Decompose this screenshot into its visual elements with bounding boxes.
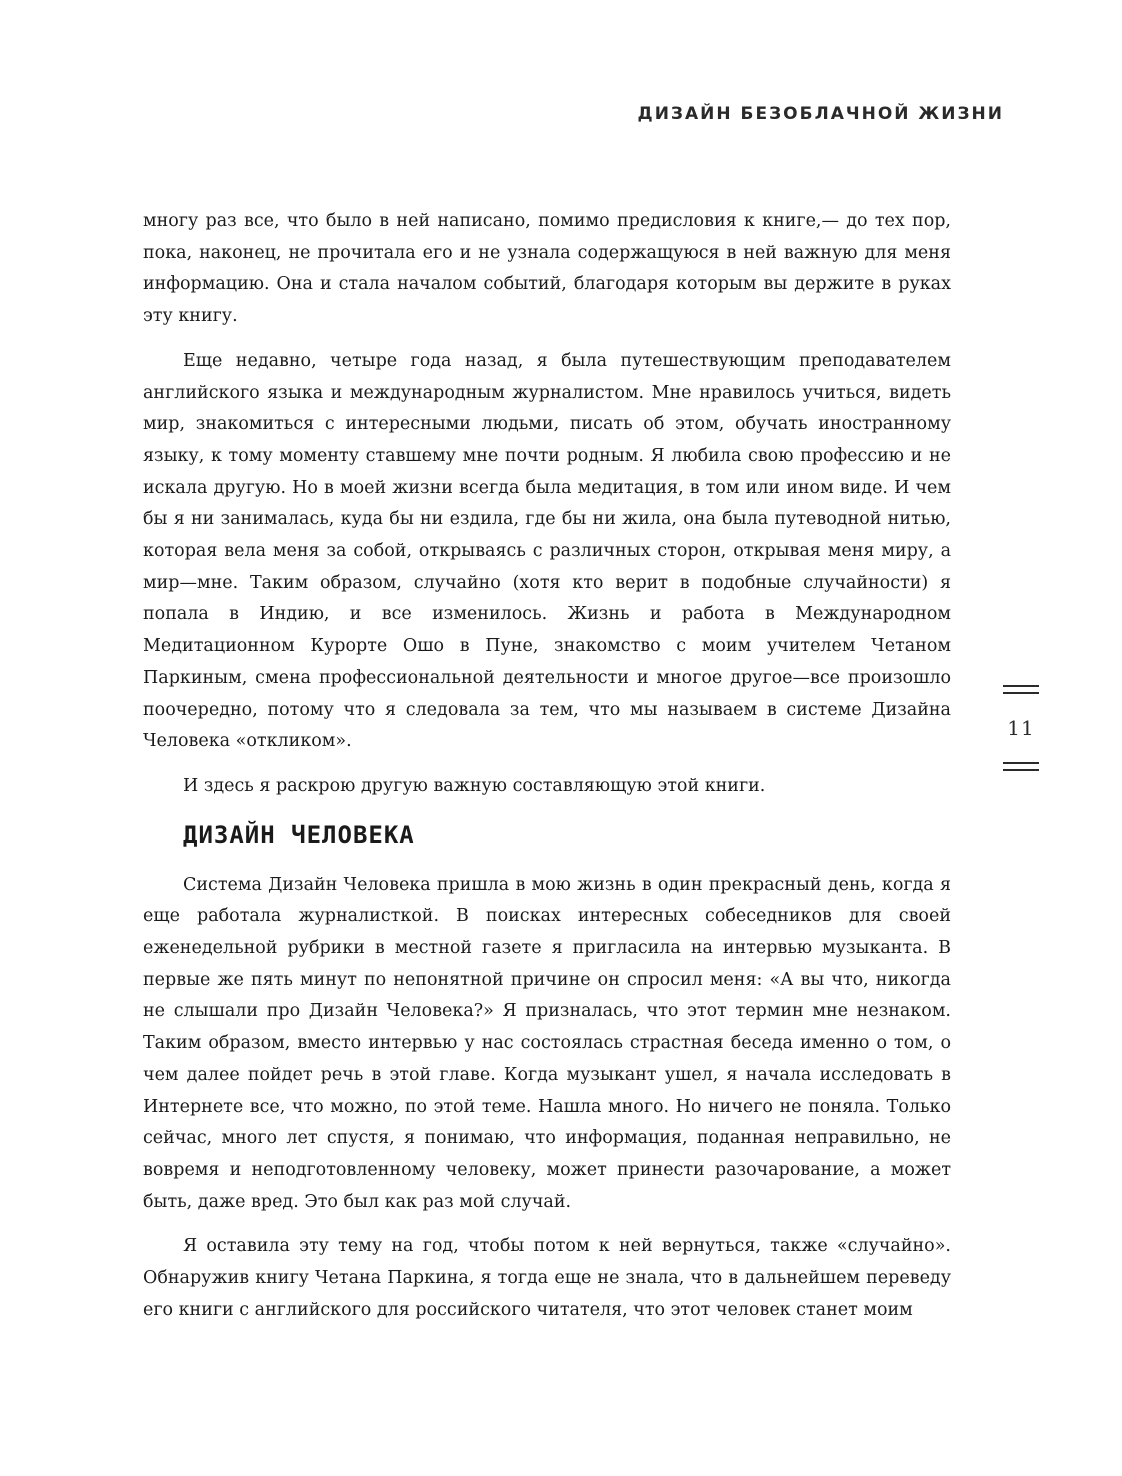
page-rule-bottom bbox=[1003, 762, 1039, 764]
paragraph-gap bbox=[143, 1218, 951, 1231]
paragraph: Я оставила эту тему на год, чтобы потом к ней вернуться, также «случайно». Обнаружив книгу Четана Паркина, я тогда еще не знала, что в дальнейшем переведу его книги с английского для российского читателя, что этот человек станет моим bbox=[143, 1236, 951, 1320]
paragraph: Система Дизайн Человека пришла в мою жизнь в один прекрасный день, когда я еще работала журналисткой. В поисках интересных собеседников для своей еженедельной рубрики в местной газете я пригласила на интервью музыканта. В первые же пять минут по непонятной причине он спросил меня: «А вы что, никогда не слышали про Дизайн Человека?» Я призналась, что этот термин мне незнаком. Таким образом, вместо интервью у нас состоялась страстная беседа именно о том, о чем далее пойдет речь в этой главе. Когда музыкант ушел, я начала исследовать в Интернете все, что можно, по этой теме. Нашла много. Но ничего не поняла. Только сейчас, много лет спустя, я понимаю, что информация, поданная неправильно, не вовремя и неподготовленному человеку, может принести разочарование, а может быть, даже вред. Это был как раз мой случай. bbox=[143, 874, 951, 1212]
page-number: 11 bbox=[1007, 716, 1035, 740]
paragraph-gap bbox=[143, 333, 951, 346]
running-header-title: ДИЗАЙН БЕЗОБЛАЧНОЙ ЖИЗНИ bbox=[637, 104, 1004, 124]
page-rule-top bbox=[1003, 685, 1039, 687]
paragraph: Еще недавно, четыре года назад, я была путешествующим преподавателем английского языка и международным журналистом. Мне нравилось учиться, видеть мир, знакомиться с интересными людьми, писать об этом, обучать иностранному языку, к тому моменту ставшему мне почти родным. Я любила свою профессию и не искала другую. Но в моей жизни всегда была медитация, в том или ином виде. И чем бы я ни занималась, куда бы ни ездила, где бы ни жила, она была путеводной нитью, которая вела меня за собой, открываясь с различных сторон, открывая меня миру, а мир—мне. Таким образом, случайно (хотя кто верит в подобные случайности) я попала в Индию, и все изменилось. Жизнь и работа в Международном Медитационном Курорте Ошо в Пуне, знакомство с моим учителем Четаном Паркиным, смена профессиональной деятельности и многое другое—все произошло поочередно, потому что я следовала за тем, что мы называем в системе Дизайна Человека «откликом». bbox=[143, 350, 951, 752]
paragraph: многу раз все, что было в ней написано, помимо предисловия к книге,— до тех пор, пока, наконец, не прочитала его и не узнала содержащуюся в ней важную для меня информацию. Она и стала началом событий, благодаря которым вы держите в руках эту книгу. bbox=[143, 211, 951, 327]
page-rule-bottom bbox=[1003, 769, 1039, 771]
paragraph-gap bbox=[143, 758, 951, 771]
page-body bbox=[143, 206, 951, 1327]
section-heading: ДИЗАЙН ЧЕЛОВЕКА bbox=[183, 820, 415, 849]
paragraph: И здесь я раскрою другую важную составляющую этой книги. bbox=[183, 775, 766, 796]
page-rule-top bbox=[1003, 692, 1039, 694]
page-number-marker bbox=[1003, 685, 1039, 776]
